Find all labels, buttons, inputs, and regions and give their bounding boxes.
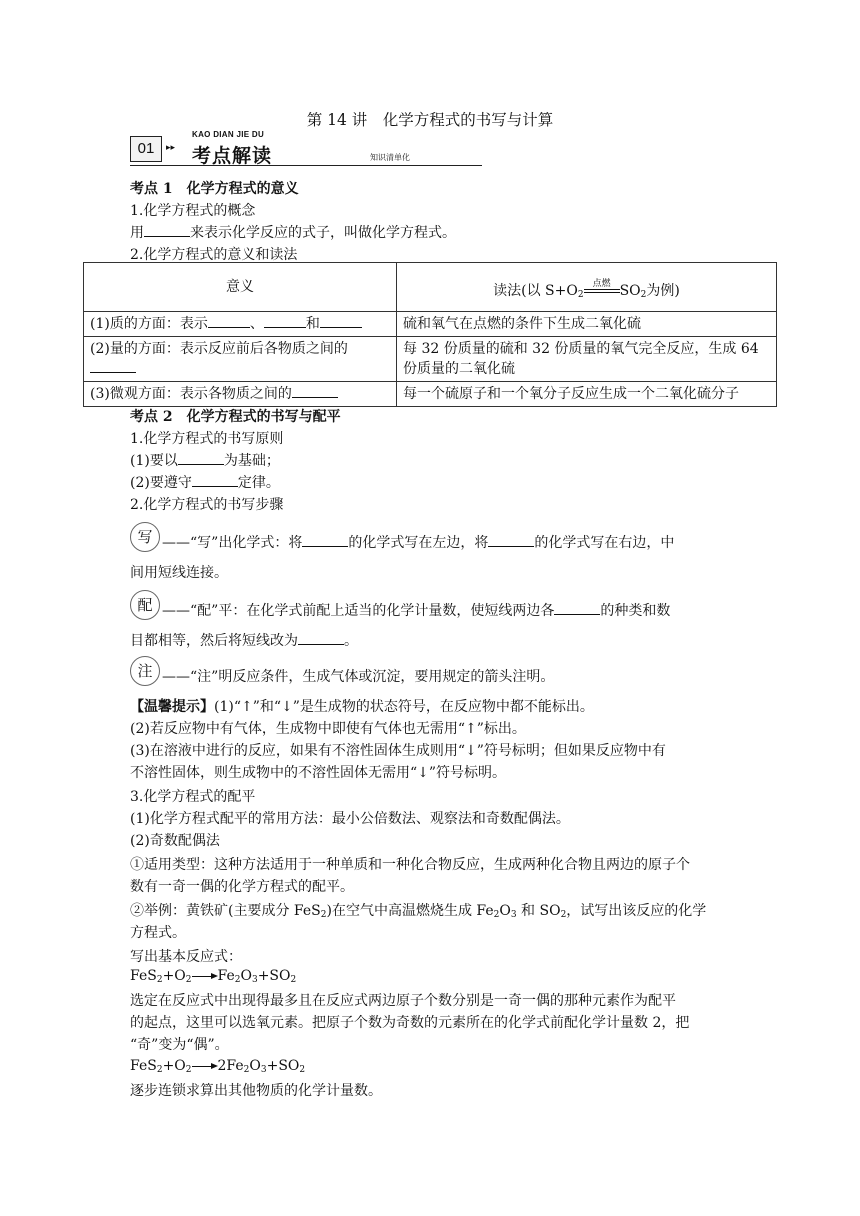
method-line: ①适用类型：这种方法适用于一种单质和一种化合物反应，生成两种化合物且两边的原子个	[130, 857, 690, 873]
principle-line: (2)要遵守 定律。	[130, 475, 280, 491]
step-balance: 配 ——“配”平：在化学式前配上适当的化学计量数，使短线两边各 的种类和数	[130, 596, 670, 626]
method-line: 数有一奇一偶的化学方程式的配平。	[130, 879, 354, 895]
table-header-row	[84, 263, 777, 312]
reaction-equals-sign: 点燃	[584, 284, 620, 298]
answer-blank	[302, 533, 348, 547]
answer-blank	[192, 473, 238, 487]
tip-line: 【温馨提示】(1)“↑”和“↓”是生成物的状态符号，在反应物中都不能标出。	[130, 699, 594, 715]
subheading: 2.化学方程式的书写步骤	[130, 497, 284, 513]
table-header: 读法(以 $S+O_2$ 点燃 $SO_2$为例)	[397, 263, 777, 312]
arrow-icon: ▸▸	[166, 143, 176, 153]
principle-line: (1)要以 为基础；	[130, 453, 280, 469]
step-write: 写 ——“写”出化学式：将 的化学式写在左边，将 的化学式写在右边，中	[130, 528, 674, 558]
table-header: 意义	[84, 263, 397, 312]
equation-1: $FeS_2+O_2$ $Fe_2O_3+SO_2$	[130, 968, 297, 985]
method-line: 选定在反应式中出现得最多且在反应式两边原子个数分别是一奇一偶的那种元素作为配平	[130, 993, 676, 1009]
answer-blank	[144, 223, 190, 237]
subheading: 1.化学方程式的概念	[130, 203, 256, 219]
method-line: (1)化学方程式配平的常用方法：最小公倍数法、观察法和奇数配偶法。	[130, 811, 570, 827]
definition-line: 用 来表示化学反应的式子，叫做化学方程式。	[130, 225, 456, 241]
subheading: 1.化学方程式的书写原则	[130, 431, 284, 447]
tip-line: 不溶性固体，则生成物中的不溶性固体无需用“↓”符号标明。	[130, 765, 507, 781]
answer-blank	[178, 451, 224, 465]
tip-label: 【温馨提示】	[130, 699, 214, 715]
table-row	[84, 382, 777, 407]
answer-blank	[554, 601, 600, 615]
method-line: (2)奇数配偶法	[130, 833, 220, 849]
subheading: 3.化学方程式的配平	[130, 789, 256, 805]
banner-pinyin: KAO DIAN JIE DU	[192, 130, 265, 139]
answer-blank	[488, 533, 534, 547]
reaction-arrow-icon	[192, 1062, 218, 1070]
table-cell: (2)量的方面：表示反应前后各物质之间的	[84, 337, 397, 382]
tip-line: (3)在溶液中进行的反应，如果有不溶性固体生成则用“↓”符号标明；但如果反应物中有	[130, 743, 666, 759]
table-cell: 硫和氧气在点燃的条件下生成二氧化硫	[397, 312, 777, 337]
answer-blank	[298, 631, 344, 645]
method-line: 的起点，这里可以选氧元素。把原子个数为奇数的元素所在的化学式前配化学计量数 2，把	[130, 1015, 690, 1031]
step-annotate: 注 ——“注”明反应条件，生成气体或沉淀，要用规定的箭头注明。	[130, 662, 554, 692]
subheading: 2.化学方程式的意义和读法	[130, 247, 298, 263]
table-row	[84, 312, 777, 337]
section-heading-1: 考点 1 化学方程式的意义	[130, 181, 299, 197]
method-line: 方程式。	[130, 925, 186, 941]
table-cell: (1)质的方面：表示 、 和	[84, 312, 397, 337]
answer-blank	[292, 384, 338, 398]
balance-step-icon: 配	[130, 590, 160, 620]
reaction-arrow-icon	[192, 972, 218, 980]
answer-blank	[90, 359, 136, 373]
banner-title: 考点解读	[192, 145, 273, 167]
step-balance-cont: 目都相等，然后将短线改为 。	[130, 633, 358, 649]
section-number: 01	[130, 136, 162, 162]
table-cell: (3)微观方面：表示各物质之间的	[84, 382, 397, 407]
banner-subtitle: 知识清单化	[370, 153, 410, 162]
section-banner	[130, 130, 482, 168]
table-cell: 每一个硫原子和一个氧分子反应生成一个二氧化硫分子	[397, 382, 777, 407]
answer-blank	[208, 314, 250, 328]
method-line: 写出基本反应式：	[130, 949, 242, 965]
table-row	[84, 337, 777, 382]
annotate-step-icon: 注	[130, 656, 160, 686]
section-heading-2: 考点 2 化学方程式的书写与配平	[130, 409, 341, 425]
banner-divider	[130, 165, 482, 166]
equation-2: $FeS_2+O_2$ $2Fe_2O_3+SO_2$	[130, 1058, 306, 1075]
answer-blank	[264, 314, 306, 328]
answer-blank	[320, 314, 362, 328]
tip-line: (2)若反应物中有气体，生成物中即使有气体也无需用“↑”标出。	[130, 721, 526, 737]
step-write-cont: 间用短线连接。	[130, 565, 228, 581]
table-cell: 每 32 份质量的硫和 32 份质量的氧气完全反应，生成 64 份质量的二氧化硫	[397, 337, 777, 382]
meaning-table	[83, 262, 777, 407]
page-title: 第 14 讲 化学方程式的书写与计算	[306, 111, 554, 129]
write-step-icon: 写	[130, 522, 160, 552]
method-line: “奇”变为“偶”。	[130, 1037, 229, 1053]
method-line: 逐步连锁求算出其他物质的化学计量数。	[130, 1083, 382, 1099]
method-line: ②举例：黄铁矿(主要成分 FeS$_2$)在空气中高温燃烧生成 $Fe_2O_3$ 和 $SO_2$，试写出该反应的化学	[130, 903, 707, 920]
